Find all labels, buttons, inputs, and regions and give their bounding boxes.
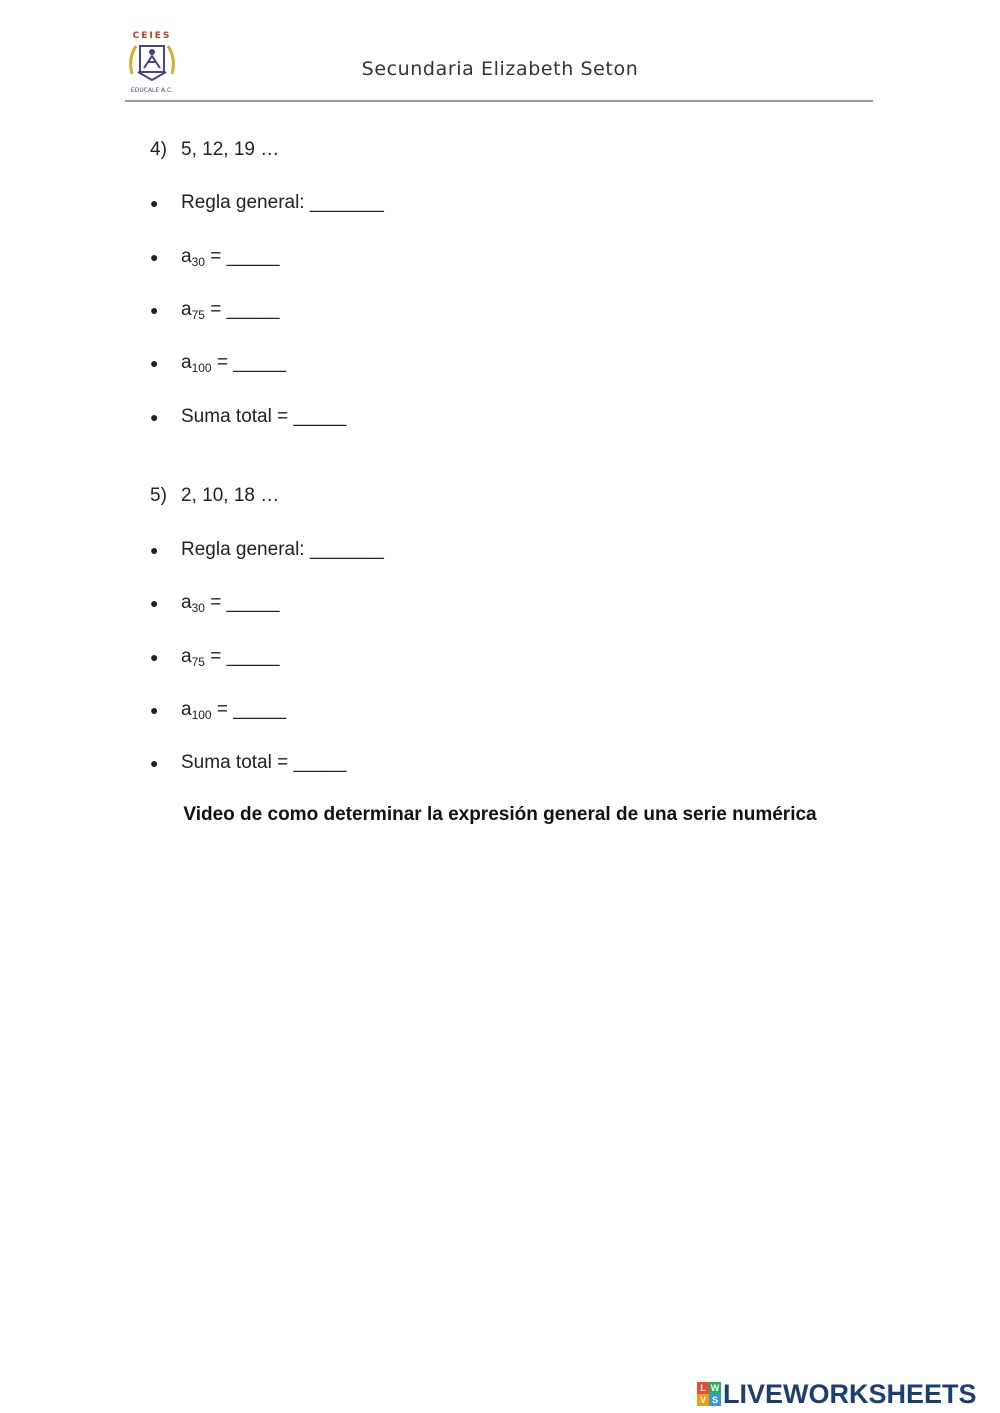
bullet-icon: ● (150, 755, 159, 771)
bullet-icon: ● (150, 355, 159, 371)
video-link[interactable]: Video de como determinar la expresión general de una serie numérica (183, 804, 817, 825)
logo-top-text: CEIES (132, 31, 172, 41)
sum-prompt: Suma total = _____ (181, 752, 347, 773)
header-divider (125, 100, 873, 102)
bullet-icon: ● (150, 595, 159, 611)
rule-prompt: Regla general: _______ (181, 539, 384, 560)
bullet-icon: ● (150, 249, 159, 265)
bullet-icon: ● (150, 195, 159, 211)
bullet-icon: ● (150, 409, 159, 425)
rule-prompt: Regla general: _______ (181, 192, 384, 213)
term-prompt: $a_{30}$ = _____ (181, 246, 280, 269)
problem-4-heading (150, 139, 279, 161)
problem-5-heading (150, 485, 279, 507)
term-prompt: $a_{30}$ = _____ (181, 592, 280, 615)
bullet-icon: ● (150, 649, 159, 665)
liveworksheets-logo[interactable] (697, 1380, 977, 1408)
problem-sequence: 2, 10, 18 … (181, 485, 280, 506)
sum-prompt: Suma total = _____ (181, 406, 347, 427)
bullet-icon: ● (150, 302, 159, 318)
problem-sequence: 5, 12, 19 … (181, 139, 280, 160)
liveworksheets-brand: LIVEWORKSHEETS (723, 1378, 977, 1409)
term-prompt: $a_{75}$ = _____ (181, 646, 280, 669)
logo-bottom-text: EDUCALE A.C. (130, 87, 174, 94)
problem-number: 5) (150, 485, 167, 506)
term-prompt: $a_{100}$ = _____ (181, 352, 287, 375)
bullet-icon: ● (150, 542, 159, 558)
header-title: Secundaria Elizabeth Seton (361, 58, 639, 80)
problem-number: 4) (150, 139, 167, 160)
term-prompt: $a_{100}$ = _____ (181, 699, 287, 722)
liveworksheets-icon: L W V S (697, 1382, 721, 1406)
bullet-icon: ● (150, 702, 159, 718)
term-prompt: $a_{75}$ = _____ (181, 299, 280, 322)
